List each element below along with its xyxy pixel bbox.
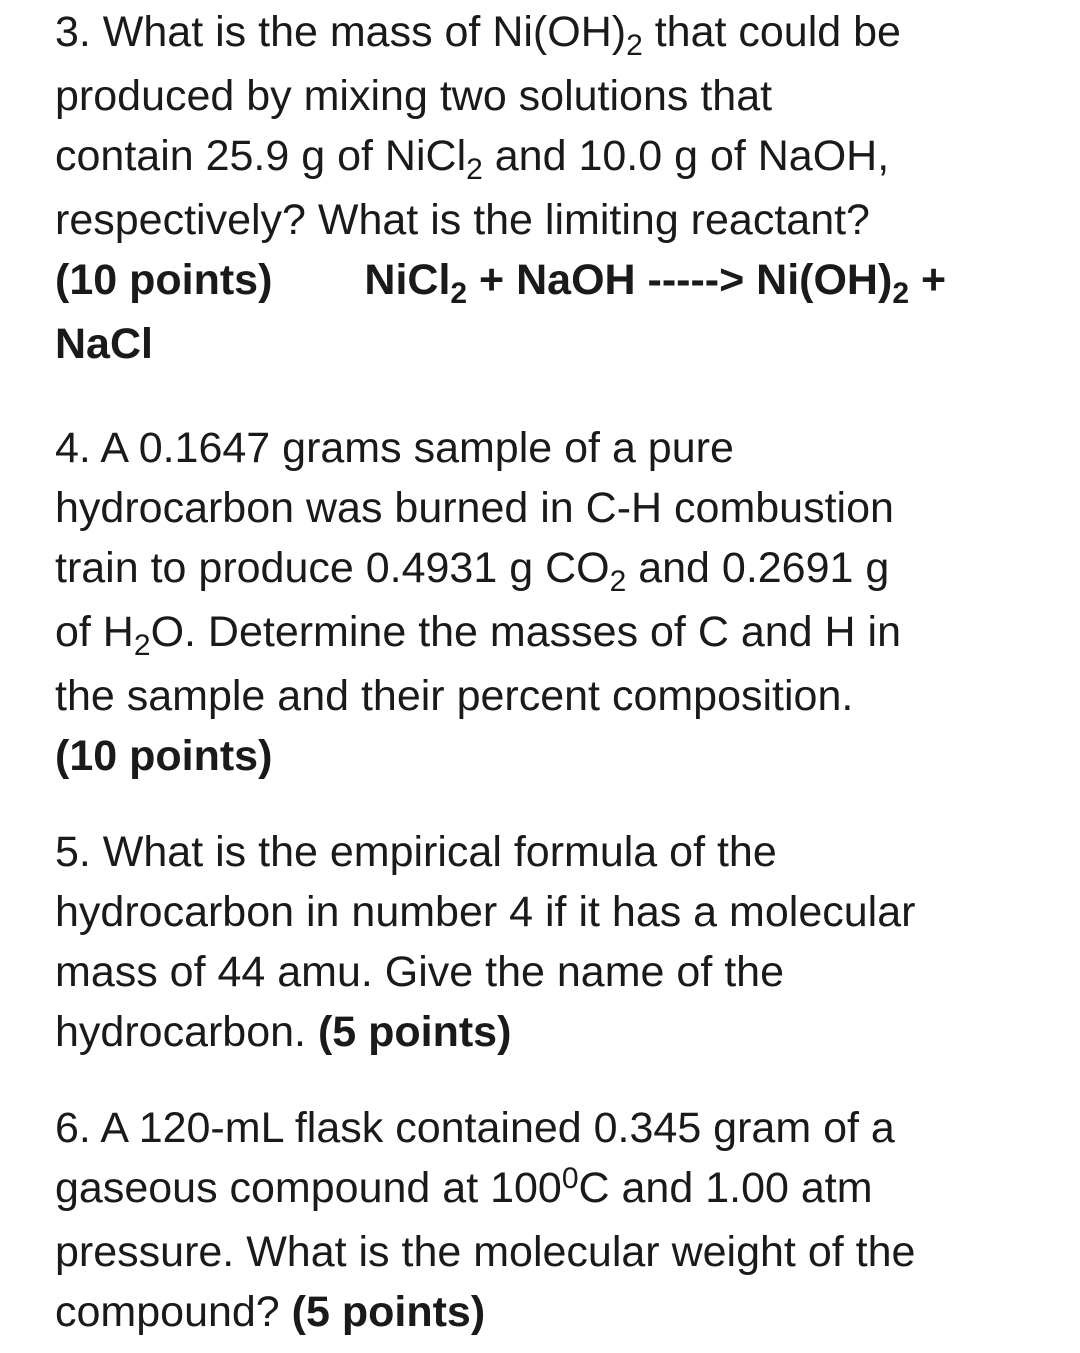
- question-5: [55, 822, 1055, 1062]
- question-3-line-4: respectively? What is the limiting reactant?: [55, 196, 870, 244]
- question-3-line-5: [55, 250, 1055, 314]
- question-4-line-2: hydrocarbon was burned in C-H combustion: [55, 484, 894, 532]
- question-5-line-4: hydrocarbon. (5 points): [55, 1008, 512, 1056]
- question-3: [55, 2, 1055, 374]
- question-6-line-4: compound? (5 points): [55, 1288, 486, 1336]
- question-4: [55, 418, 1055, 786]
- question-6-line-1: 6. A 120-mL flask contained 0.345 gram of a: [55, 1104, 895, 1152]
- question-4-points: (10 points): [55, 732, 273, 780]
- question-3-line-1: 3. What is the mass of $Ni(OH)_2$ that could be: [55, 8, 901, 62]
- question-6: [55, 1098, 1055, 1342]
- question-5-line-3: mass of 44 amu. Give the name of the: [55, 948, 784, 996]
- question-6-points: (5 points): [291, 1288, 486, 1336]
- question-6-line-3: pressure. What is the molecular weight of the: [55, 1228, 916, 1276]
- chemical-equation-product: NaCl: [55, 320, 153, 368]
- question-5-line-1: 5. What is the empirical formula of the: [55, 828, 777, 876]
- question-4-line-5: the sample and their percent composition.: [55, 672, 854, 720]
- question-3-line-3: contain 25.9 g of NiCl$_2$ and 10.0 g of NaOH,: [55, 132, 890, 186]
- question-4-line-4: of $H_2O$. Determine the masses of C and H in: [55, 608, 901, 662]
- question-6-line-2: gaseous compound at $100^0C$ and 1.00 atm: [55, 1162, 873, 1212]
- question-5-line-2: hydrocarbon in number 4 if it has a molecular: [55, 888, 916, 936]
- question-5-points: (5 points): [317, 1008, 512, 1056]
- chemical-equation: NiCl$_2$ + NaOH -----> $Ni(OH)_2$ +: [364, 256, 947, 310]
- question-3-points: (10 points): [55, 256, 273, 304]
- question-3-line-2: produced by mixing two solutions that: [55, 72, 773, 120]
- question-4-line-3: train to produce 0.4931 g $CO_2$ and 0.2691 g: [55, 544, 890, 598]
- question-4-line-1: 4. A 0.1647 grams sample of a pure: [55, 424, 734, 472]
